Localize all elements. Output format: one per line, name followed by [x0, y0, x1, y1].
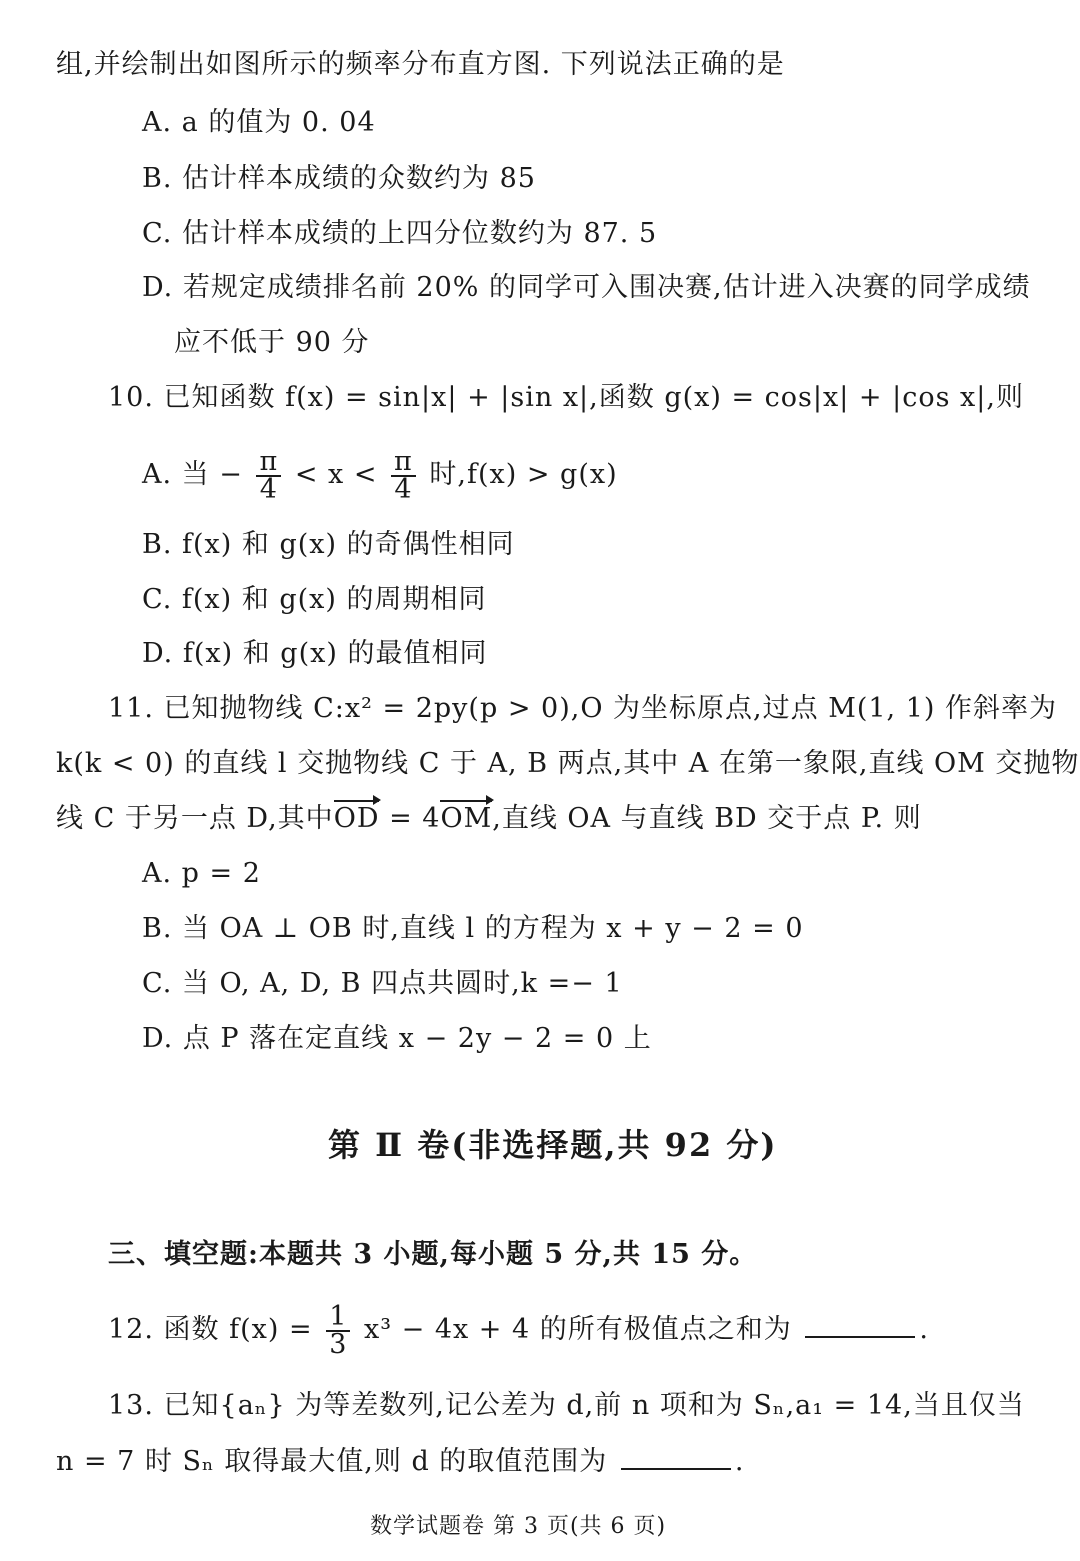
- vector-od: OD: [333, 803, 380, 834]
- q11-stem-line3-mid: = 4: [379, 803, 441, 834]
- vector-om: OM: [440, 803, 493, 834]
- q10-option-a: [142, 445, 618, 505]
- q11-option-b: B. 当 OA ⊥ OB 时,直线 l 的方程为 x + y − 2 = 0: [142, 913, 804, 944]
- section-2-title: 第 Ⅱ 卷(非选择题,共 92 分): [328, 1126, 778, 1164]
- q10-option-a-suffix: 时,f(x) > g(x): [429, 459, 618, 490]
- q12-end: .: [919, 1314, 929, 1345]
- fraction-denominator: 4: [394, 473, 413, 505]
- q12: [108, 1300, 929, 1360]
- fraction-one-third: [326, 1300, 350, 1360]
- q13-line2-text: n = 7 时 Sₙ 取得最大值,则 d 的取值范围为: [56, 1446, 608, 1477]
- fraction-numerator: π: [256, 449, 281, 477]
- q9-option-b: B. 估计样本成绩的众数约为 85: [142, 163, 536, 194]
- q10-option-c: C. f(x) 和 g(x) 的周期相同: [142, 584, 487, 615]
- q11-option-c: C. 当 O, A, D, B 四点共圆时,k =− 1: [142, 968, 623, 999]
- q11-stem-line1: 11. 已知抛物线 C:x² = 2py(p > 0),O 为坐标原点,过点 M(1, 1) 作斜率为: [108, 693, 1058, 724]
- q11-option-a: A. p = 2: [142, 858, 261, 889]
- q10-option-a-prefix: A. 当 −: [142, 459, 243, 490]
- q13-line2: [56, 1444, 745, 1479]
- q11-stem-line3-pre: 线 C 于另一点 D,其中: [56, 803, 334, 834]
- fraction-numerator: π: [391, 449, 416, 477]
- page-footer: 数学试题卷 第 3 页(共 6 页): [370, 1514, 667, 1539]
- q11-stem-line3-post: ,直线 OA 与直线 BD 交于点 P. 则: [492, 803, 922, 834]
- q13-end: .: [734, 1446, 745, 1477]
- part-3-title: 三、填空题:本题共 3 小题,每小题 5 分,共 15 分。: [108, 1239, 758, 1270]
- q10-stem: 10. 已知函数 f(x) = sin|x| + |sin x|,函数 g(x) = cos|x| + |cos x|,则: [108, 382, 1024, 413]
- q12-suffix: x³ − 4x + 4 的所有极值点之和为: [363, 1314, 792, 1345]
- fraction-denominator: 3: [329, 1328, 348, 1360]
- q11-option-d: D. 点 P 落在定直线 x − 2y − 2 = 0 上: [142, 1023, 652, 1054]
- q12-answer-blank[interactable]: [805, 1312, 915, 1338]
- q9-option-d-line1: D. 若规定成绩排名前 20% 的同学可入围决赛,估计进入决赛的同学成绩: [142, 272, 1031, 303]
- q12-prefix: 12. 函数 f(x) =: [108, 1314, 313, 1345]
- q10-option-d: D. f(x) 和 g(x) 的最值相同: [142, 638, 488, 669]
- fraction-denominator: 4: [259, 473, 278, 505]
- fraction-pi-over-4: [256, 445, 281, 505]
- fraction-pi-over-4: [391, 445, 416, 505]
- q13-line1: 13. 已知{aₙ} 为等差数列,记公差为 d,前 n 项和为 Sₙ,a₁ = 14,当且仅当: [108, 1390, 1025, 1421]
- q9-option-c: C. 估计样本成绩的上四分位数约为 87. 5: [142, 218, 658, 249]
- q10-option-a-mid: < x <: [294, 459, 378, 490]
- q11-stem-line3: [56, 802, 922, 836]
- q9-option-a: A. a 的值为 0. 04: [142, 107, 376, 138]
- q9-intro-line: 组,并绘制出如图所示的频率分布直方图. 下列说法正确的是: [56, 49, 785, 80]
- q13-answer-blank[interactable]: [621, 1444, 731, 1470]
- q11-stem-line2: k(k < 0) 的直线 l 交抛物线 C 于 A, B 两点,其中 A 在第一象限,直线 OM 交抛物: [56, 748, 1080, 779]
- q9-option-d-line2: 应不低于 90 分: [174, 327, 370, 358]
- q10-option-b: B. f(x) 和 g(x) 的奇偶性相同: [142, 529, 515, 560]
- fraction-numerator: 1: [326, 1304, 350, 1332]
